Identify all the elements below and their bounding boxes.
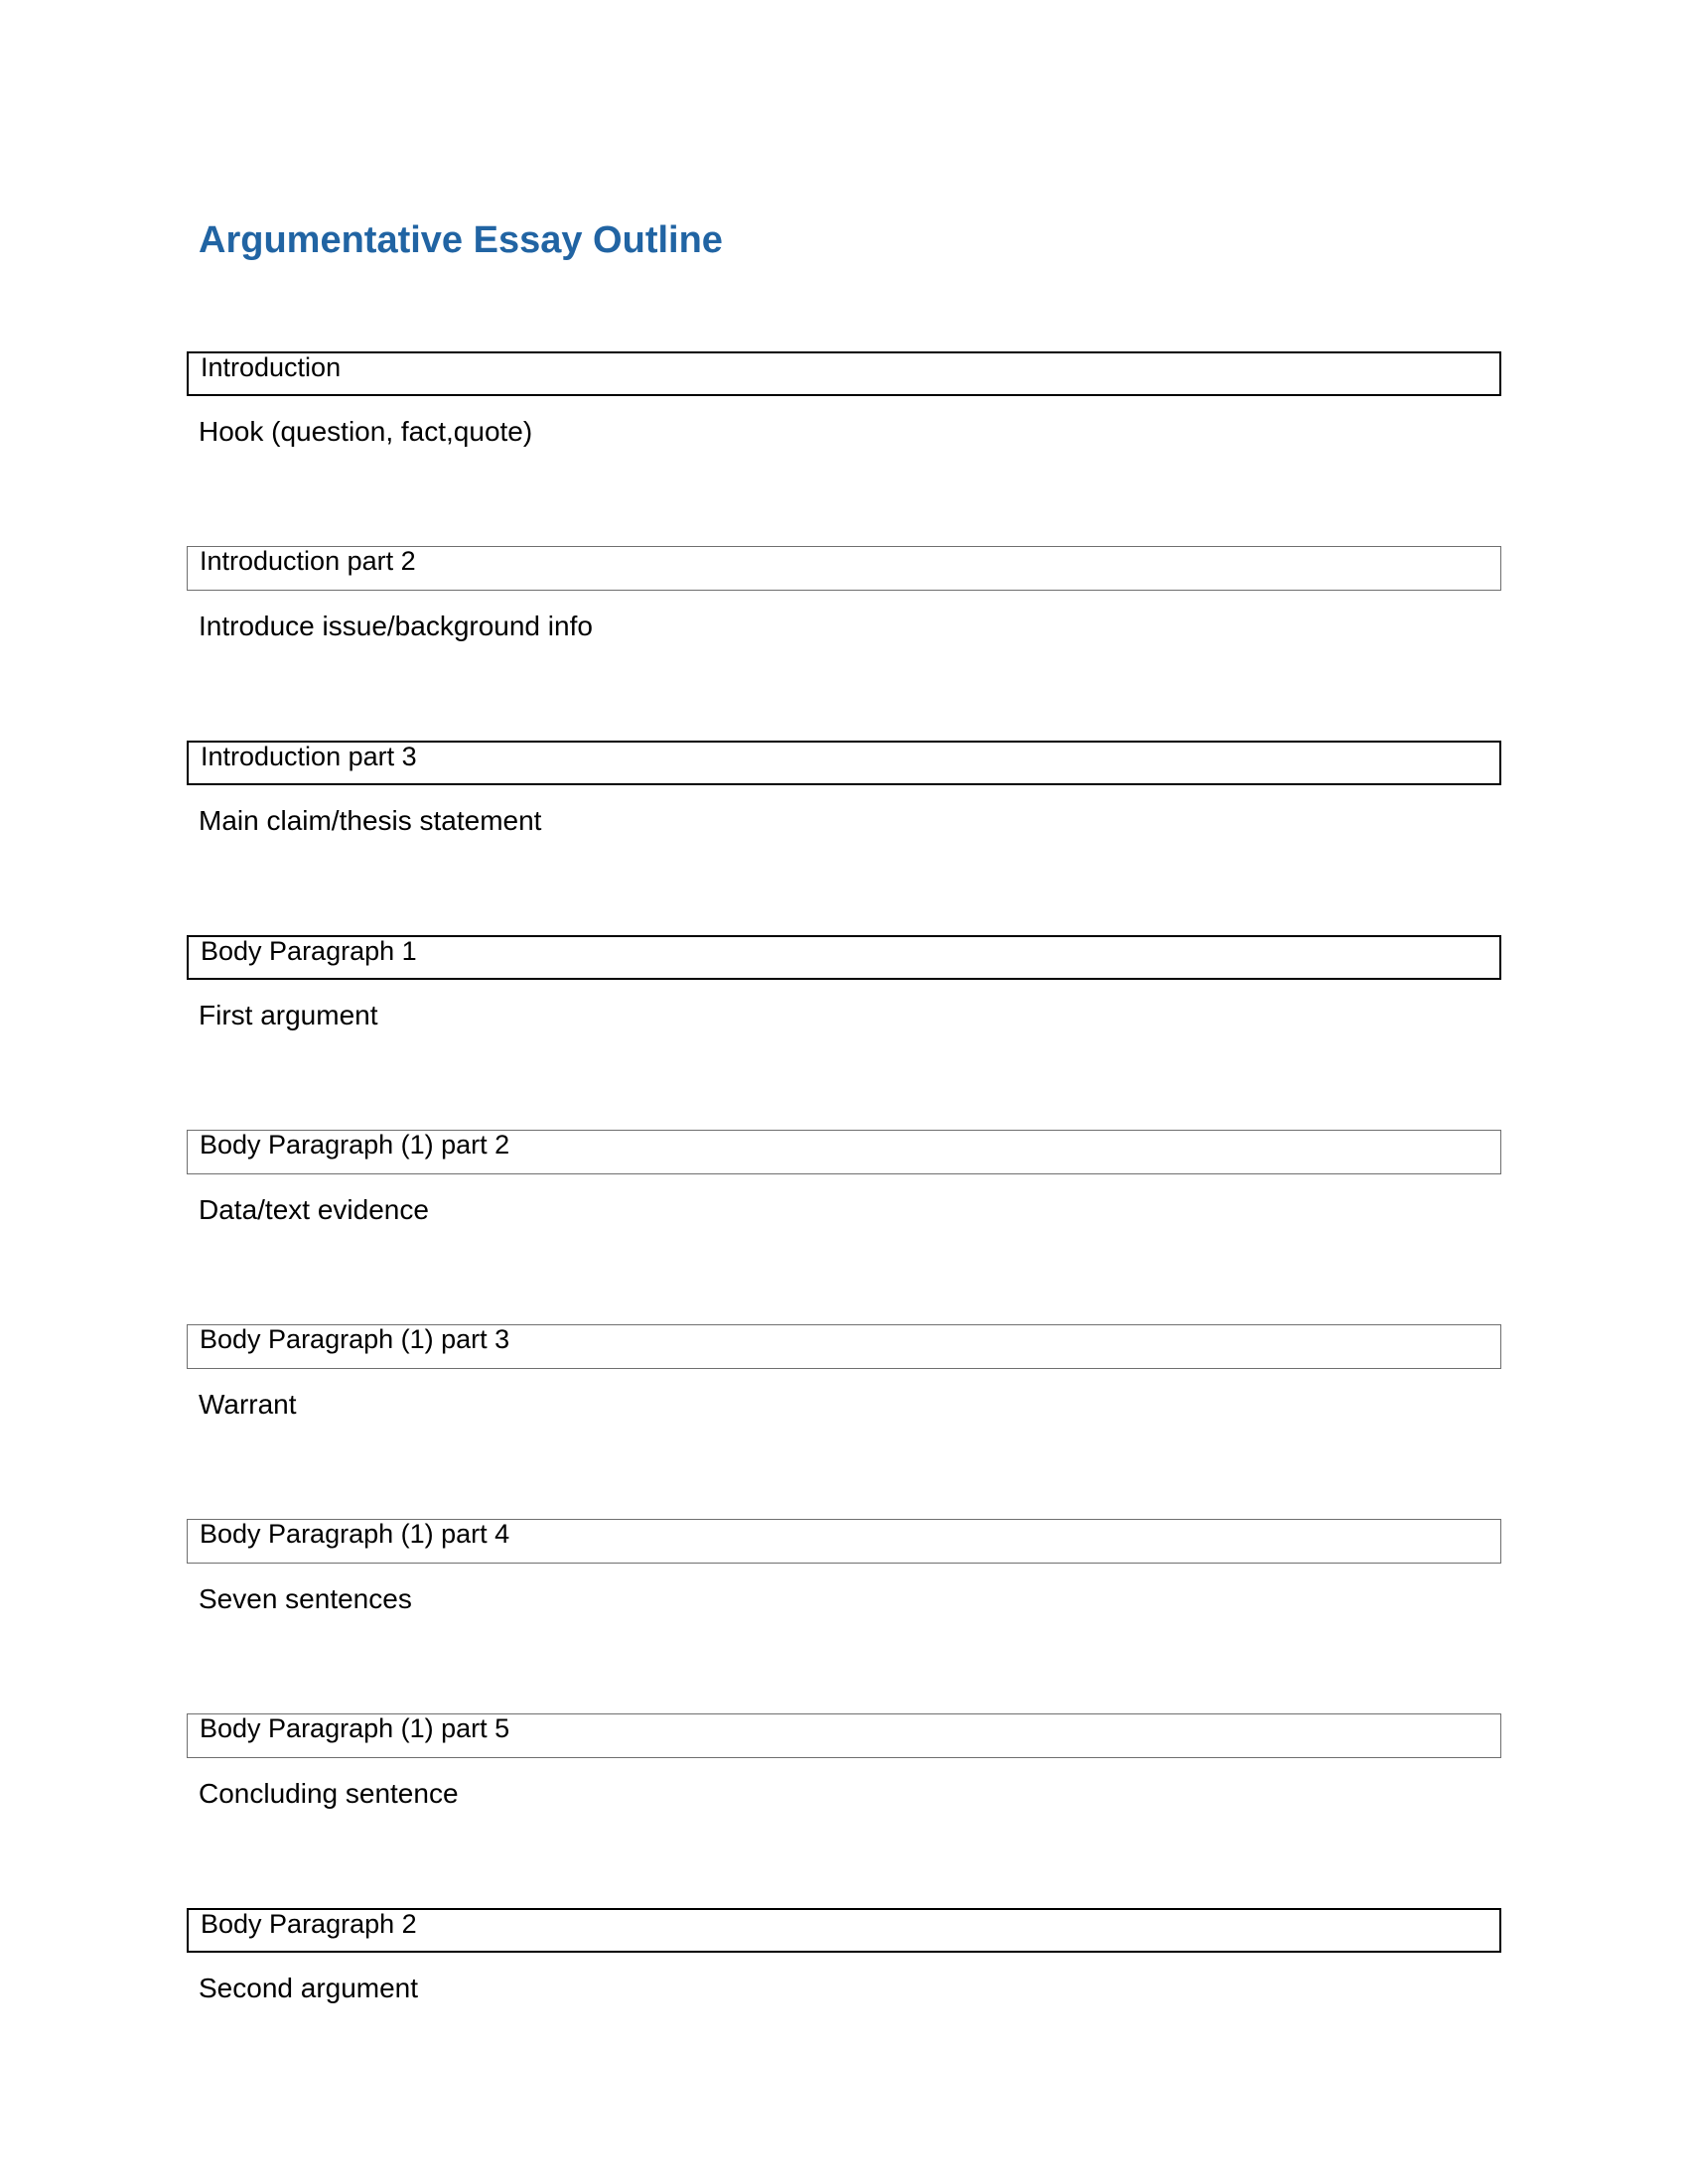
outline-section <box>187 741 1501 837</box>
section-header-box[interactable]: Introduction part 3 <box>187 741 1501 785</box>
section-detail: Data/text evidence <box>199 1194 429 1225</box>
outline-section <box>187 1908 1501 2004</box>
section-detail: Main claim/thesis statement <box>199 805 542 836</box>
outline-section <box>187 1519 1501 1615</box>
section-header-box[interactable]: Body Paragraph (1) part 2 <box>187 1130 1501 1174</box>
outline-section <box>187 1130 1501 1226</box>
section-detail: Warrant <box>199 1389 297 1420</box>
section-detail: Hook (question, fact,quote) <box>199 416 533 447</box>
section-header-box[interactable]: Introduction part 2 <box>187 546 1501 591</box>
section-header-box[interactable]: Body Paragraph 2 <box>187 1908 1501 1953</box>
page-title: Argumentative Essay Outline <box>199 219 723 261</box>
outline-section <box>187 1713 1501 1810</box>
section-header-box[interactable]: Body Paragraph (1) part 5 <box>187 1713 1501 1758</box>
outline-section <box>187 351 1501 448</box>
section-header-box[interactable]: Introduction <box>187 351 1501 396</box>
section-detail: Introduce issue/background info <box>199 611 593 641</box>
section-detail: Second argument <box>199 1973 419 2003</box>
outline-section <box>187 1324 1501 1421</box>
outline-section <box>187 935 1501 1031</box>
outline-section <box>187 546 1501 642</box>
section-detail: Concluding sentence <box>199 1778 459 1809</box>
section-header-box[interactable]: Body Paragraph 1 <box>187 935 1501 980</box>
section-header-box[interactable]: Body Paragraph (1) part 4 <box>187 1519 1501 1564</box>
section-detail: Seven sentences <box>199 1583 412 1614</box>
section-header-box[interactable]: Body Paragraph (1) part 3 <box>187 1324 1501 1369</box>
section-detail: First argument <box>199 1000 378 1030</box>
